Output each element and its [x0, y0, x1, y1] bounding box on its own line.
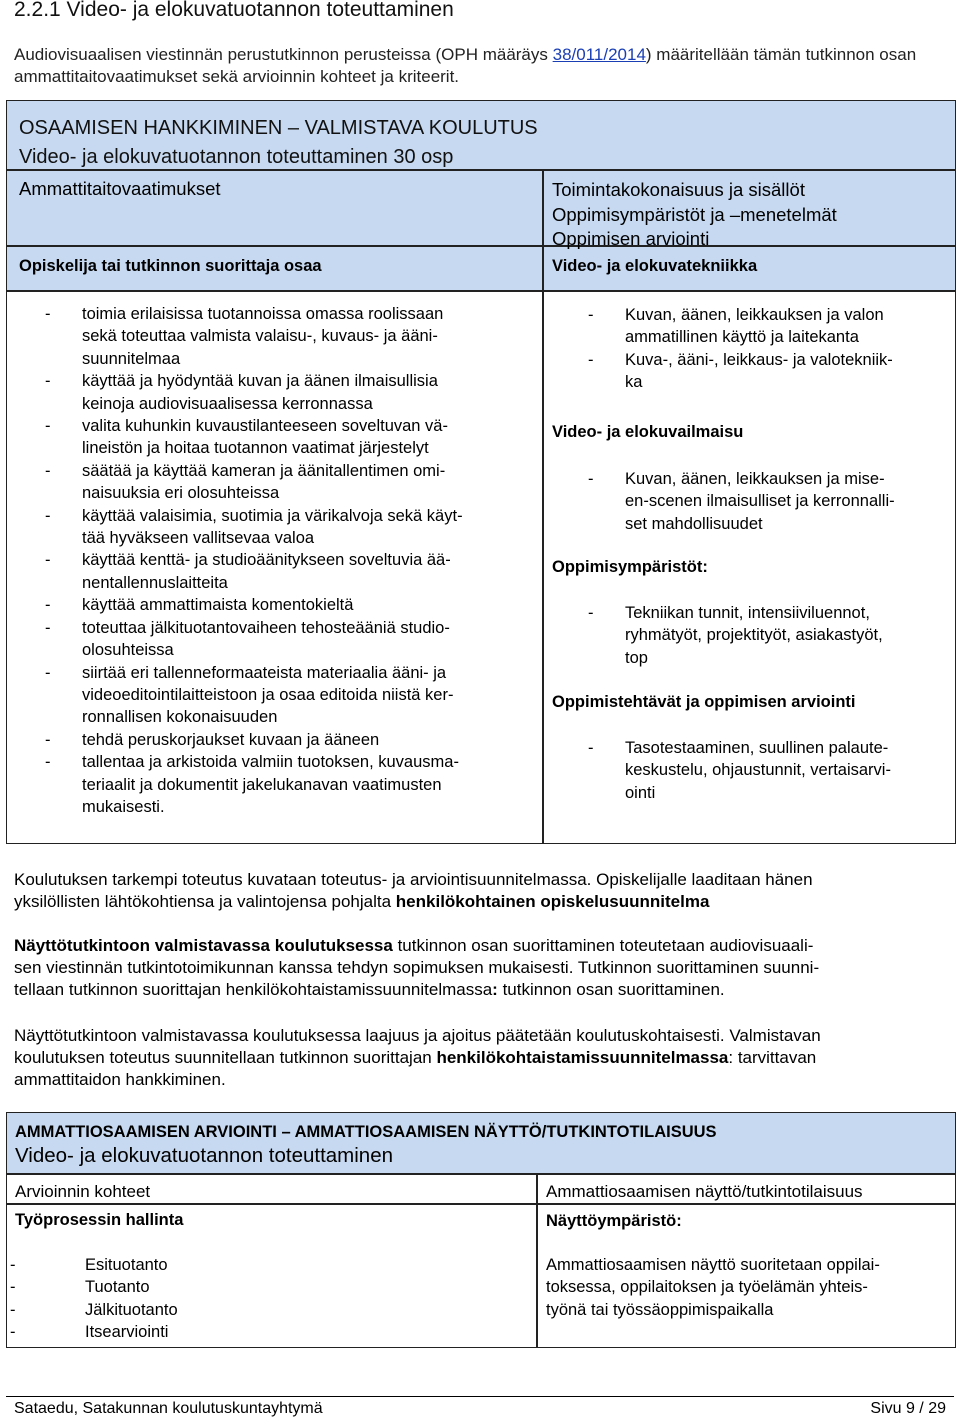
- list-item: - käyttää ammattimaista komentokieltä: [42, 594, 463, 616]
- list-item: - tallentaa ja arkistoida valmiin tuotoksen, kuvausma- teriaalit ja dokumentit jakelukanavan vaatimusten mukaisesti.: [42, 751, 463, 818]
- scope-paragraph: Näyttötutkintoon valmistavassa koulutuksessa laajuus ja ajoitus päätetään koulutuskohtaisesti. Valmistavan koulutuksen toteutus suunnitellaan tutkinnon suorittajan henkilökohtaistamissuunnitelmassa: tarvittavan ammattitaidon hankkiminen.: [14, 1026, 821, 1089]
- competence-header: Ammattitaitovaatimukset: [19, 178, 221, 199]
- video-expression-title: Video- ja elokuvailmaisu: [552, 423, 744, 441]
- content-header-1: Toimintakokonaisuus ja sisällöt: [552, 179, 805, 200]
- list-item: - toteuttaa jälkituotantovaiheen tehosteääniä studio- olosuhteissa: [42, 617, 463, 662]
- assessment-title: Oppimistehtävät ja oppimisen arviointi: [552, 693, 856, 711]
- list-item: - siirtää eri tallenneformaateista materiaalia ääni- ja videoeditointilaitteistoon ja osaa editoida niistä ker- ronnallisen kokonaisuuden: [42, 662, 463, 729]
- page-number: Sivu 9 / 29: [870, 1400, 946, 1417]
- bold-term: henkilökohtaistamissuunnitelmassa: [436, 1048, 729, 1067]
- work-process-list: [7, 1254, 178, 1344]
- list-item: - Kuvan, äänen, leikkauksen ja valon ammatillinen käyttö ja laitekanta: [585, 304, 893, 349]
- section-heading: 2.2.1 Video- ja elokuvatuotannon toteuttaminen: [14, 0, 454, 21]
- list-item: - tehdä peruskorjaukset kuvaan ja ääneen: [42, 729, 463, 751]
- learning-table: [6, 100, 956, 844]
- list-item: - Esituotanto: [7, 1254, 178, 1276]
- list-item: - Tuotanto: [7, 1276, 178, 1298]
- header-divider: [7, 1173, 955, 1175]
- subheader-divider: [7, 1203, 955, 1205]
- regulation-link[interactable]: 38/011/2014: [552, 45, 646, 64]
- demo-environment-subheader: Näyttöympäristö:: [546, 1212, 682, 1230]
- preparatory-paragraph: Näyttötutkintoon valmistavassa koulutuksessa tutkinnon osan suorittaminen toteutetaan audiovisuaali- sen viestinnän tutkintotoimikunnan kanssa tehdyn sopimuksen mukaisesti. Tutkinnon suorittaminen suunni- tellaan tutkinnon suorittajan henkilökohtaistamissuunnitelmassa: tutkinnon osan suorittaminen.: [14, 936, 820, 999]
- assessment-targets-header: Arvioinnin kohteet: [15, 1182, 151, 1201]
- list-item: - Itsearviointi: [7, 1321, 178, 1343]
- list-item: - käyttää valaisimia, suotimia ja värikalvoja sekä käyt- tää hyväkseen vallitsevaa valoa: [42, 505, 463, 550]
- assessment-list: [585, 737, 891, 804]
- intro-text-after: ) määritellään tämän tutkinnon osan ammattitaitovaatimukset sekä arvioinnin kohteet ja kriteerit.: [14, 45, 917, 86]
- video-technology-title: Video- ja elokuvatekniikka: [552, 257, 758, 275]
- footer-organization: Sataedu, Satakunnan koulutuskuntayhtymä: [14, 1400, 323, 1417]
- header-divider: [7, 169, 955, 171]
- column-divider: [542, 169, 544, 843]
- column-divider: [536, 1173, 538, 1347]
- list-item: - Kuva-, ääni-, leikkaus- ja valotekniik- ka: [585, 349, 893, 394]
- list-item: - käyttää ja hyödyntää kuvan ja äänen ilmaisullisia keinoja audiovisuaalisessa kerronnassa: [42, 370, 463, 415]
- footer-rule: [6, 1396, 954, 1397]
- implementation-paragraph: Koulutuksen tarkempi toteutus kuvataan toteutus- ja arviointisuunnitelmassa. Opiskelijalle laaditaan hänen yksilöllisten lähtökohtiensa ja valintojensa pohjalta henkilökohtainen opiskelusuunnitelma: [14, 870, 813, 911]
- table-subtitle: Video- ja elokuvatuotannon toteuttaminen 30 osp: [19, 146, 454, 168]
- skill-demonstration-header: Ammattiosaamisen näyttö/tutkintotilaisuus: [546, 1182, 863, 1201]
- body-divider: [7, 290, 955, 292]
- demo-environment-text: Ammattiosaamisen näyttö suoritetaan oppilai- toksessa, oppilaitoksen ja työelämän yhteis- työnä tai työssäoppimispaikalla: [546, 1256, 880, 1319]
- bold-term: Näyttötutkintoon valmistavassa koulutuksessa: [14, 936, 393, 955]
- list-item: - Tekniikan tunnit, intensiiviluennot, ryhmätyöt, projektityöt, asiakastyöt, top: [585, 602, 883, 669]
- list-item: - Kuvan, äänen, leikkauksen ja mise- en-scenen ilmaisulliset ja kerronnalli- set mahdollisuudet: [585, 468, 895, 535]
- table-subtitle: Video- ja elokuvatuotannon toteuttaminen: [15, 1144, 394, 1167]
- table-title: OSAAMISEN HANKKIMINEN – VALMISTAVA KOULUTUS: [19, 117, 538, 139]
- subheader-divider: [7, 245, 955, 247]
- video-expression-list: [585, 468, 895, 535]
- intro-text-before: Audiovisuaalisen viestinnän perustutkinnon perusteissa (OPH määräys: [14, 45, 553, 64]
- list-item: - käyttää kenttä- ja studioäänitykseen soveltuvia ää- nentallennuslaitteita: [42, 549, 463, 594]
- learner-subheader: Opiskelija tai tutkinnon suorittaja osaa: [19, 257, 322, 275]
- table-title: AMMATTIOSAAMISEN ARVIOINTI – AMMATTIOSAAMISEN NÄYTTÖ/TUTKINTOTILAISUUS: [15, 1123, 717, 1141]
- intro-paragraph: [14, 44, 944, 88]
- video-technology-list: [585, 304, 893, 394]
- assessment-table: [6, 1112, 956, 1348]
- list-item: - Tasotestaaminen, suullinen palaute- keskustelu, ohjaustunnit, vertaisarvi- ointi: [585, 737, 891, 804]
- work-process-subheader: Työprosessin hallinta: [15, 1211, 184, 1229]
- competence-list: [42, 303, 463, 818]
- content-header-2: Oppimisympäristöt ja –menetelmät: [552, 204, 837, 225]
- list-item: - valita kuhunkin kuvaustilanteeseen soveltuvan vä- lineistön ja hoitaa tuotannon vaatimat järjestelyt: [42, 415, 463, 460]
- learning-environments-title: Oppimisympäristöt:: [552, 558, 708, 576]
- learning-environments-list: [585, 602, 883, 669]
- bold-term: henkilökohtainen opiskelusuunnitelma: [395, 892, 710, 911]
- content-header-3: Oppimisen arviointi: [552, 228, 710, 249]
- list-item: - toimia erilaisissa tuotannoissa omassa roolissaan sekä toteuttaa valmista valaisu-, kuvaus- ja ääni- suunnitelmaa: [42, 303, 463, 370]
- list-item: - Jälkituotanto: [7, 1299, 178, 1321]
- list-item: - säätää ja käyttää kameran ja äänitallentimen omi- naisuuksia eri olosuhteissa: [42, 460, 463, 505]
